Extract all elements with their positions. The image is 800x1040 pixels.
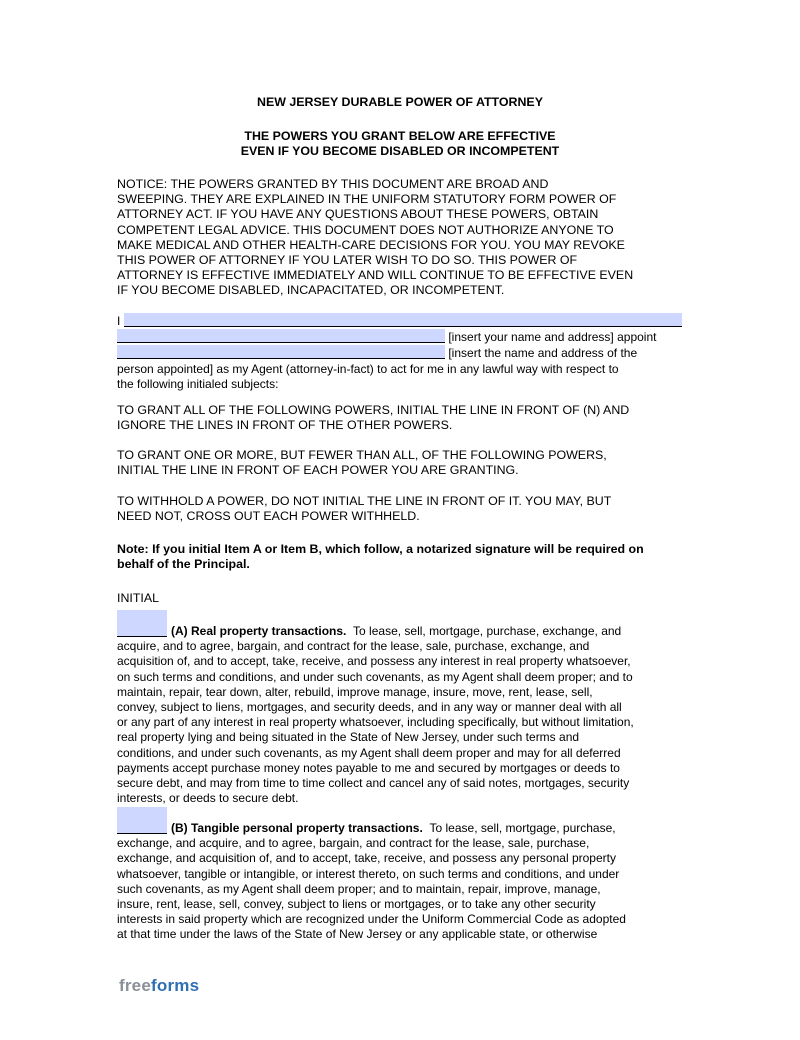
item-b-line: whatsoever, tangible or intangible, or interest thereto, on such terms and conditions, and under bbox=[117, 866, 620, 881]
instruction-line: IGNORE THE LINES IN FRONT OF THE OTHER POWERS. bbox=[117, 418, 453, 433]
note-line: behalf of the Principal. bbox=[117, 557, 250, 572]
notice-line: MAKE MEDICAL AND OTHER HEALTH-CARE DECISIONS FOR YOU. YOU MAY REVOKE bbox=[117, 237, 625, 252]
item-a-line: interests, or deeds to secure debt. bbox=[117, 791, 299, 806]
item-a-line: or any part of any interest in real property whatsoever, including specifically, but without limitation, bbox=[117, 715, 634, 730]
item-b-line: interests in said property which are recognized under the Uniform Commercial Code as adopted bbox=[117, 912, 626, 927]
item-a-line: secure debt, and may from time to time collect and cancel any of said notes, mortgages, security bbox=[117, 776, 630, 791]
subtitle-line: THE POWERS YOU GRANT BELOW ARE EFFECTIVE bbox=[244, 129, 556, 143]
appointment-text: the following initialed subjects: bbox=[117, 376, 279, 391]
item-b-line: exchange, and acquire, and to agree, bargain, and contract for the lease, sale, purchase, bbox=[117, 836, 590, 851]
principal-address-field[interactable] bbox=[117, 329, 445, 343]
notice-line: IF YOU BECOME DISABLED, INCAPACITATED, OR INCOMPETENT. bbox=[117, 283, 505, 298]
instruction-line: TO GRANT ONE OR MORE, BUT FEWER THAN ALL, OF THE FOLLOWING POWERS, bbox=[117, 448, 607, 462]
principal-name-field[interactable] bbox=[124, 313, 682, 327]
document-title: NEW JERSEY DURABLE POWER OF ATTORNEY bbox=[257, 95, 543, 109]
item-a-line: maintain, repair, tear down, alter, rebuild, improve manage, insure, move, rent, lease, sell, bbox=[117, 684, 593, 699]
item-a-real-property bbox=[117, 610, 683, 806]
instruction-line: INITIAL THE LINE IN FRONT OF EACH POWER YOU ARE GRANTING. bbox=[117, 463, 519, 478]
withhold-instruction bbox=[117, 494, 683, 524]
item-a-initial-field[interactable] bbox=[117, 610, 167, 637]
notarization-note bbox=[117, 542, 683, 572]
instruction-line: TO WITHHOLD A POWER, DO NOT INITIAL THE LINE IN FRONT OF IT. YOU MAY, BUT bbox=[117, 494, 612, 508]
item-a-text: To lease, sell, mortgage, purchase, exchange, and bbox=[353, 624, 622, 638]
grant-all-instruction bbox=[117, 403, 683, 433]
notice-line: NOTICE: THE POWERS GRANTED BY THIS DOCUMENT ARE BROAD AND bbox=[117, 177, 549, 191]
item-b-line: such covenants, as my Agent shall deem proper; and to maintain, repair, improve, manage, bbox=[117, 881, 601, 896]
item-a-line: conditions, and under such covenants, as my Agent shall deem proper and may for all deferred bbox=[117, 745, 621, 760]
notice-paragraph bbox=[117, 177, 683, 299]
item-a-line: acquire, and to agree, bargain, and contract for the lease, sale, purchase, exchange, and bbox=[117, 639, 590, 654]
note-line: Note: If you initial Item A or Item B, which follow, a notarized signature will be required on bbox=[117, 542, 644, 556]
item-b-line: insure, rent, lease, sell, convey, subject to liens or mortgages, or to take any other security bbox=[117, 897, 596, 912]
item-b-initial-field[interactable] bbox=[117, 807, 167, 834]
item-b-heading: (B) Tangible personal property transactions. bbox=[171, 821, 423, 835]
notice-line: ATTORNEY IS EFFECTIVE IMMEDIATELY AND WILL CONTINUE TO BE EFFECTIVE EVEN bbox=[117, 268, 634, 283]
document-subtitle bbox=[117, 129, 683, 159]
appointment-block bbox=[117, 313, 683, 392]
agent-name-field[interactable] bbox=[117, 345, 445, 359]
instruction-line: NEED NOT, CROSS OUT EACH POWER WITHHELD. bbox=[117, 509, 420, 524]
logo-part-forms: forms bbox=[151, 976, 200, 995]
item-a-line: real property lying and being situated in the State of New Jersey, under such terms and bbox=[117, 730, 580, 745]
item-a-heading: (A) Real property transactions. bbox=[171, 624, 347, 638]
freeforms-logo bbox=[119, 976, 199, 996]
item-a-line: acquisition of, and to accept, take, receive, and possess any interest in real property whatsoever, bbox=[117, 654, 631, 669]
appointment-text: person appointed] as my Agent (attorney-in-fact) to act for me in any lawful way with respect to bbox=[117, 361, 619, 376]
notice-line: COMPETENT LEGAL ADVICE. THIS DOCUMENT DOES NOT AUTHORIZE ANYONE TO bbox=[117, 222, 614, 237]
logo-part-free: free bbox=[119, 976, 151, 995]
item-b-line: at that time under the laws of the State of New Jersey or any applicable state, or otherwise bbox=[117, 927, 598, 942]
notice-line: SWEEPING. THEY ARE EXPLAINED IN THE UNIFORM STATUTORY FORM POWER OF bbox=[117, 192, 617, 207]
appointment-prefix: I bbox=[117, 314, 121, 328]
initial-label: INITIAL bbox=[117, 591, 159, 605]
subtitle-line: EVEN IF YOU BECOME DISABLED OR INCOMPETENT bbox=[240, 144, 560, 158]
grant-some-instruction bbox=[117, 448, 683, 478]
insert-name-label: [insert your name and address] appoint bbox=[448, 330, 657, 345]
item-a-line: payments accept purchase money notes payable to me and secured by mortgages or deeds to bbox=[117, 760, 620, 775]
item-b-line: exchange, and acquisition of, and to accept, take, receive, and possess any personal property bbox=[117, 851, 616, 866]
item-a-line: on such terms and conditions, and under such covenants, as my Agent shall deem proper; and to bbox=[117, 669, 633, 684]
instruction-line: TO GRANT ALL OF THE FOLLOWING POWERS, INITIAL THE LINE IN FRONT OF (N) AND bbox=[117, 403, 630, 417]
item-b-tangible-property bbox=[117, 807, 683, 943]
notice-line: THIS POWER OF ATTORNEY IF YOU LATER WISH TO DO SO. THIS POWER OF bbox=[117, 253, 578, 268]
insert-agent-label: [insert the name and address of the bbox=[448, 346, 638, 361]
notice-line: ATTORNEY ACT. IF YOU HAVE ANY QUESTIONS ABOUT THESE POWERS, OBTAIN bbox=[117, 207, 599, 222]
item-a-line: convey, subject to liens, mortgages, and security deeds, and in any way or manner deal with all bbox=[117, 700, 622, 715]
item-b-text: To lease, sell, mortgage, purchase, bbox=[429, 821, 616, 835]
